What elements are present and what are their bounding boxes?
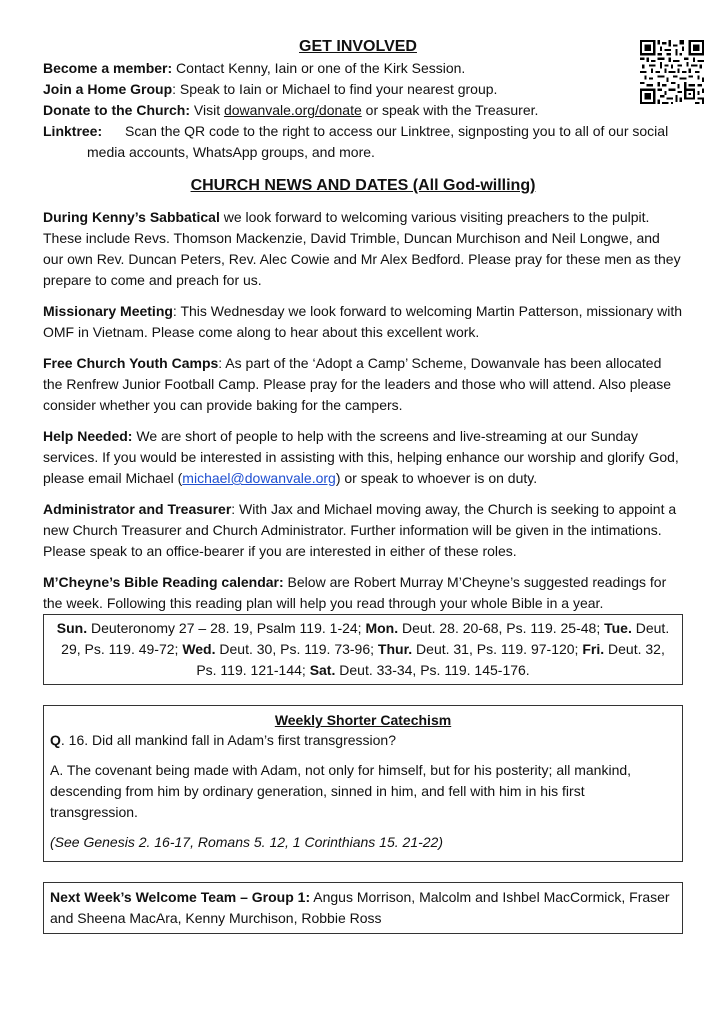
member-line [43, 58, 683, 79]
reading-text: Deut. 32, Ps. 119. 121-144; [196, 641, 665, 678]
news-item-bible-reading [43, 572, 683, 614]
linktree-text: Scan the QR code to the right to access our Linktree, signposting you to all of our social media accounts, WhatsApp groups, and more. [87, 123, 669, 160]
donate-line [43, 100, 683, 121]
church-news-heading: CHURCH NEWS AND DATES (All God-willing) [190, 177, 536, 194]
news-item-sabbatical [43, 207, 683, 291]
donate-pre: Visit [190, 102, 224, 118]
reading-text: Deuteronomy 27 – 28. 19, Psalm 119. 1-24; [87, 620, 366, 636]
catechism-question [50, 730, 676, 751]
member-label: Become a member: [43, 60, 173, 76]
question-text: . 16. Did all mankind fall in Adam’s first transgression? [60, 732, 397, 748]
reading-text: Deut. 33-34, Ps. 119. 145-176. [335, 662, 530, 678]
reading-text: Deut. 30, Ps. 119. 73-96; [215, 641, 378, 657]
get-involved-heading: GET INVOLVED [299, 38, 417, 55]
news-item-label: M’Cheyne’s Bible Reading calendar: [43, 574, 284, 590]
news-item-label: During Kenny’s Sabbatical [43, 209, 220, 225]
reading-day: Wed. [182, 641, 216, 657]
news-item-text: Below are Robert Murray M’Cheyne’s suggested readings for the week. Following this reading plan will help you read through your whole Bible in a year. [43, 574, 667, 611]
homegroup-text: : Speak to Iain or Michael to find your nearest group. [172, 81, 498, 97]
reading-day: Mon. [365, 620, 399, 636]
donate-post: or speak with the Treasurer. [361, 102, 539, 118]
news-item-text: : This Wednesday we look forward to welcoming Martin Patterson, missionary with OMF in Vietnam. Please come along to hear about this excellent work. [43, 303, 683, 340]
news-item-label: Free Church Youth Camps [43, 355, 219, 371]
reading-day: Thur. [377, 641, 413, 657]
reading-day: Sun. [56, 620, 88, 636]
news-item-youth-camps [43, 353, 683, 416]
news-item-missionary [43, 301, 683, 343]
news-item-text-end: ) or speak to whoever is on duty. [335, 470, 538, 486]
news-item-administrator [43, 499, 683, 562]
catechism-box [43, 705, 683, 862]
reading-plan-box [43, 614, 683, 685]
catechism-reference: (See Genesis 2. 16-17, Romans 5. 12, 1 Corinthians 15. 21-22) [50, 834, 443, 850]
reading-day: Fri. [582, 641, 605, 657]
news-item-text: we look forward to welcoming various visiting preachers to the pulpit. These include Revs. Thomson Mackenzie, David Trimble, Duncan Murchison and Neil Longwe, and our own Rev. Duncan Peters, Rev. Alec Cowie and Mr Alex Bedford. Please pray for these men as they prepare to come and preach for us. [43, 209, 681, 288]
reading-text: Deut. 28. 20-68, Ps. 119. 25-48; [398, 620, 605, 636]
news-item-text: : With Jax and Michael moving away, the Church is seeking to appoint a new Church Treasurer and Church Administrator. Further information will be given in the intimations. Please speak to an office-bearer if you are interested in either of these roles. [43, 501, 677, 559]
linktree-line [43, 121, 683, 163]
news-item-label: Administrator and Treasurer [43, 501, 232, 517]
catechism-title: Weekly Shorter Catechism [274, 712, 452, 728]
email-link[interactable]: michael@dowanvale.org [182, 470, 336, 486]
newsletter-page [43, 36, 683, 934]
question-label: Q [50, 732, 61, 748]
news-item-label: Help Needed: [43, 428, 133, 444]
member-text: Contact Kenny, Iain or one of the Kirk Session. [172, 60, 466, 76]
news-item-help-needed [43, 426, 683, 489]
catechism-answer: A. The covenant being made with Adam, not only for himself, but for his posterity; all mankind, descending from him by ordinary generation, sinned in him, and fell with him in his first transgression. [50, 762, 632, 820]
church-news-section [43, 207, 683, 614]
homegroup-line [43, 79, 683, 100]
get-involved-section [43, 36, 683, 163]
news-item-label: Missionary Meeting [43, 303, 173, 319]
welcome-team-label: Next Week’s Welcome Team – Group 1: [50, 889, 311, 905]
reading-day: Sat. [309, 662, 336, 678]
reading-day: Tue. [604, 620, 632, 636]
donate-label: Donate to the Church: [43, 102, 190, 118]
welcome-team-names: Angus Morrison, Malcolm and Ishbel MacCormick, Fraser and Sheena MacAra, Kenny Murchison, Robbie Ross [50, 889, 670, 926]
reading-text: Deut. 31, Ps. 119. 97-120; [412, 641, 583, 657]
reading-text: Deut. 29, Ps. 119. 49-72; [61, 620, 670, 657]
news-item-text: : As part of the ‘Adopt a Camp’ Scheme, Dowanvale has been allocated the Renfrew Junior Football Camp. Please pray for the leaders and those who will attend. Also please consider whether you can provide baking for the campers. [43, 355, 672, 413]
news-item-text: We are short of people to help with the screens and live-streaming at our Sunday services. If you would be interested in assisting with this, helping enhance our worship and glorify God, please email Michael ( [43, 428, 679, 486]
donate-link[interactable]: dowanvale.org/donate [223, 102, 362, 118]
welcome-team-box [43, 882, 683, 934]
homegroup-label: Join a Home Group [43, 81, 173, 97]
linktree-label: Linktree: [43, 123, 103, 139]
